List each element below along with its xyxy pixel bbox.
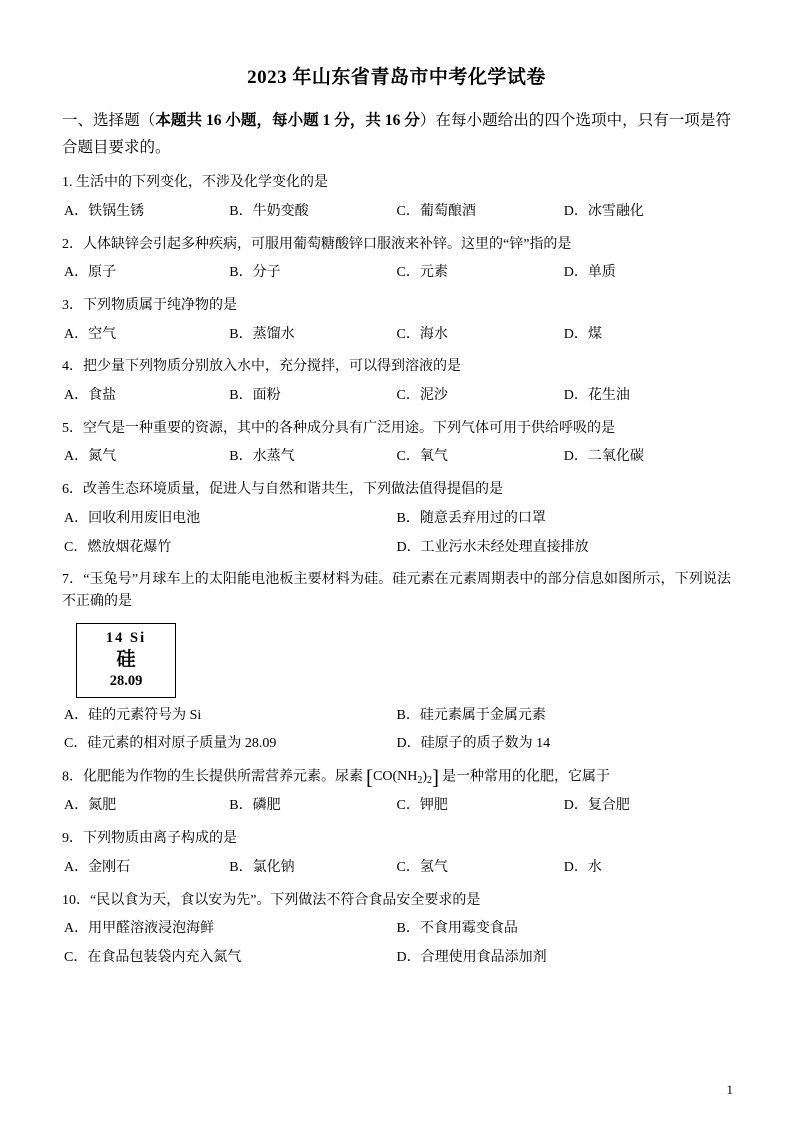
option-c[interactable]: C．硅元素的相对原子质量为 28.09 [64, 736, 277, 752]
option-b[interactable]: B．分子 [229, 265, 281, 281]
options-row [62, 446, 731, 468]
option-a[interactable]: A．食盐 [64, 388, 117, 404]
page-number: 1 [726, 1082, 733, 1097]
option-d[interactable]: D．二氧化碳 [563, 449, 644, 465]
section-intro-part1: 一、选择题（ [62, 112, 156, 129]
options-row [62, 385, 731, 407]
option-b[interactable]: B．蒸馏水 [229, 326, 295, 342]
option-c[interactable]: C．葡萄酿酒 [396, 203, 476, 219]
options-row [62, 733, 731, 755]
question-10 [62, 890, 731, 969]
option-b[interactable]: B．氯化钠 [229, 859, 295, 875]
option-b[interactable]: B．磷肥 [229, 798, 281, 814]
question-stem-prefix: 8．化肥能为作物的生长提供所需营养元素。尿素 [62, 769, 363, 785]
question-stem: 3．下列物质属于纯净物的是 [62, 298, 237, 313]
option-a[interactable]: A．氮肥 [64, 798, 117, 814]
option-d[interactable]: D．复合肥 [563, 798, 630, 814]
question-5 [62, 418, 731, 468]
question-stem: 7．“玉兔号”月球车上的太阳能电池板主要材料为硅。硅元素在元素周期表中的部分信息如图所示，下列说法不正确的是 [62, 572, 731, 609]
section-intro-bold: 本题共 16 小题，每小题 1 分，共 16 分 [155, 112, 420, 129]
option-c[interactable]: C．在食品包装袋内充入氮气 [64, 949, 242, 965]
option-a[interactable]: A．回收利用废旧电池 [64, 510, 201, 526]
question-1 [62, 172, 731, 222]
option-b[interactable]: B．牛奶变酸 [229, 203, 309, 219]
question-stem: 5．空气是一种重要的资源，其中的各种成分具有广泛用途。下列气体可用于供给呼吸的是 [62, 420, 615, 436]
question-stem-suffix: 是一种常用的化肥，它属于 [442, 769, 611, 785]
option-a[interactable]: A．铁锅生锈 [64, 203, 145, 219]
element-box-top-row [81, 629, 171, 647]
formula-subscript-1: 2 [417, 774, 423, 786]
option-a[interactable]: A．原子 [64, 265, 117, 281]
question-3 [62, 295, 731, 345]
formula-body: CO(NH [373, 768, 418, 784]
question-stem: 4．把少量下列物质分别放入水中，充分搅拌，可以得到溶液的是 [62, 359, 461, 375]
option-c[interactable]: C．泥沙 [396, 388, 448, 404]
options-row [62, 795, 731, 817]
option-d[interactable]: D．花生油 [563, 388, 630, 404]
option-d[interactable]: D．冰雪融化 [563, 203, 644, 219]
chemical-formula-urea [363, 766, 442, 789]
option-b[interactable]: B．硅元素属于金属元素 [396, 707, 546, 723]
option-c[interactable]: C．氢气 [396, 859, 448, 875]
periodic-table-element-box [76, 623, 176, 698]
option-b[interactable]: B．水蒸气 [229, 449, 295, 465]
option-d[interactable]: D．工业污水未经处理直接排放 [396, 539, 589, 555]
option-a[interactable]: A．氮气 [64, 449, 117, 465]
option-a[interactable]: A．金刚石 [64, 859, 131, 875]
options-row [62, 537, 731, 559]
question-4 [62, 356, 731, 406]
question-2 [62, 234, 731, 284]
page-title: 2023 年山东省青岛市中考化学试卷 [247, 67, 546, 88]
question-9 [62, 828, 731, 878]
formula-body-2: ) [422, 768, 428, 784]
question-stem: 6．改善生态环境质量，促进人与自然和谐共生，下列做法值得提倡的是 [62, 482, 503, 498]
options-row [62, 324, 731, 346]
question-stem [62, 766, 731, 789]
options-row [62, 508, 731, 530]
option-d[interactable]: D．硅原子的质子数为 14 [396, 736, 551, 752]
section-intro-part2: ）在每小题给出的四个选项中，只有一项是符合题目要求的。 [62, 112, 731, 157]
option-b[interactable]: B．随意丢弃用过的口罩 [396, 510, 546, 526]
element-atomic-mass: 28.09 [109, 673, 143, 690]
option-a[interactable]: A．用甲醛溶液浸泡海鲜 [64, 921, 215, 937]
question-stem: 1. 生活中的下列变化，不涉及化学变化的是 [62, 175, 328, 191]
options-row [62, 947, 731, 969]
option-d[interactable]: D．水 [563, 859, 602, 875]
options-row [62, 201, 731, 223]
element-symbol: Si [130, 629, 147, 646]
option-c[interactable]: C．氧气 [396, 449, 448, 465]
options-row [62, 262, 731, 284]
option-a[interactable]: A．空气 [64, 326, 117, 342]
formula-open-bracket: [ [366, 764, 373, 789]
option-c[interactable]: C．钾肥 [396, 798, 448, 814]
options-row [62, 918, 731, 940]
option-c[interactable]: C．元素 [396, 265, 448, 281]
option-b[interactable]: B．不食用霉变食品 [396, 921, 518, 937]
option-c[interactable]: C．海水 [396, 326, 448, 342]
question-7 [62, 569, 731, 755]
section-instructions [62, 107, 731, 161]
option-d[interactable]: D．单质 [563, 265, 616, 281]
question-stem: 2．人体缺锌会引起多种疾病，可服用葡萄糖酸锌口服液来补锌。这里的“锌”指的是 [62, 236, 572, 252]
question-stem: 10．“民以食为天，食以安为先”。下列做法不符合食品安全要求的是 [62, 892, 481, 908]
formula-subscript-2: 2 [427, 774, 433, 786]
option-d[interactable]: D．合理使用食品添加剂 [396, 949, 547, 965]
question-6 [62, 479, 731, 558]
formula-close-bracket: ] [432, 764, 440, 789]
element-atomic-number: 14 [105, 629, 125, 646]
element-name: 硅 [116, 648, 136, 670]
options-row [62, 705, 731, 727]
option-a[interactable]: A．硅的元素符号为 Si [64, 707, 202, 723]
option-c[interactable]: C．燃放烟花爆竹 [64, 539, 172, 555]
options-row [62, 857, 731, 879]
question-8 [62, 766, 731, 817]
option-d[interactable]: D．煤 [563, 326, 602, 342]
question-stem: 9．下列物质由离子构成的是 [62, 831, 237, 847]
option-b[interactable]: B．面粉 [229, 388, 281, 404]
